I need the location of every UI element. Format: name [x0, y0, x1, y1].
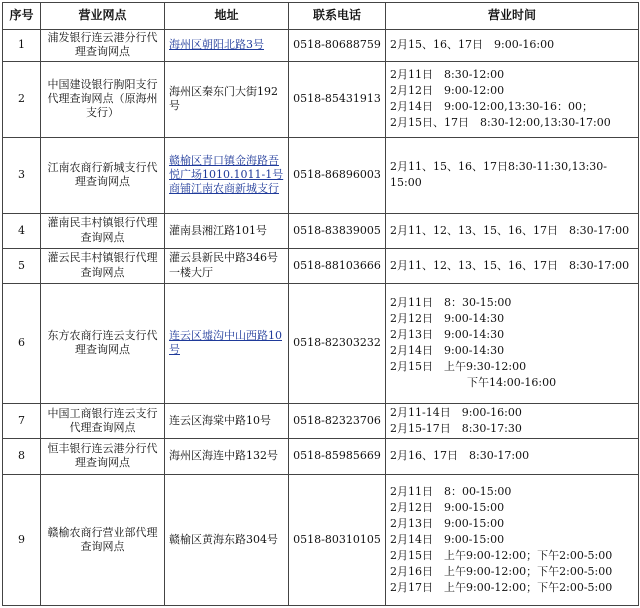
hours-line: 2月12日 9:00-15:00 [390, 500, 505, 514]
branch-name: 中国建设银行朐阳支行代理查询网点（原海州支行） [41, 61, 165, 137]
table-row [3, 283, 639, 403]
phone-number: 0518-82303232 [289, 283, 386, 403]
hours-line: 2月11日 8：30-15:00 [390, 296, 512, 310]
header-phone: 联系电话 [289, 3, 386, 30]
header-address: 地址 [165, 3, 289, 30]
phone-number: 0518-83839005 [289, 213, 386, 248]
table-row [3, 213, 639, 248]
phone-number: 0518-80310105 [289, 474, 386, 605]
business-hours [386, 474, 639, 605]
header-no: 序号 [3, 3, 41, 30]
table-row [3, 30, 639, 62]
branch-address [165, 248, 289, 283]
branch-name: 赣榆农商行营业部代理查询网点 [41, 474, 165, 605]
address-text: 灌云县新民中路346号一楼大厅 [169, 251, 278, 279]
row-number: 3 [3, 137, 41, 213]
row-number: 2 [3, 61, 41, 137]
hours-line: 下午14:00-16:00 [390, 376, 557, 390]
hours-line: 2月14日 9:00-15:00 [390, 532, 505, 546]
branch-address [165, 213, 289, 248]
branch-address [165, 61, 289, 137]
table-row [3, 248, 639, 283]
row-number: 8 [3, 438, 41, 474]
table-row [3, 403, 639, 438]
table-row [3, 438, 639, 474]
hours-line: 2月15日、17日 8:30-12:00,13:30-17:00 [390, 116, 611, 130]
branch-name: 灌南民丰村镇银行代理查询网点 [41, 213, 165, 248]
hours-line: 2月15-17日 8:30-17:30 [390, 421, 522, 435]
business-hours [386, 438, 639, 474]
hours-line: 2月16日 上午9:00-12:00；下午2:00-5:00 [390, 564, 613, 578]
address-text: 海州区秦东门大街192号 [169, 84, 278, 113]
row-number: 6 [3, 283, 41, 403]
row-number: 5 [3, 248, 41, 283]
branch-address [165, 283, 289, 403]
hours-line: 2月13日 9:00-14:30 [390, 328, 505, 342]
business-hours [386, 213, 639, 248]
table-row [3, 474, 639, 605]
row-number: 4 [3, 213, 41, 248]
hours-line: 2月11、12、13、15、16、17日 8:30-17:00 [390, 223, 630, 237]
hours-line: 2月11、15、16、17日8:30-11:30,13:30-15:00 [390, 160, 608, 190]
address-link[interactable]: 赣榆区青口镇金海路吾悦广场1010.1011-1号商铺江南农商新城支行 [169, 153, 284, 196]
header-row [3, 3, 639, 30]
business-hours [386, 61, 639, 137]
branch-address [165, 474, 289, 605]
branch-address [165, 137, 289, 213]
address-text: 海州区海连中路132号 [169, 449, 278, 463]
hours-line: 2月14日 9:00-12:00,13:30-16：00； [390, 100, 594, 114]
address-link[interactable]: 连云区墟沟中山西路10号 [169, 328, 282, 357]
address-text: 赣榆区黄海东路304号 [169, 532, 278, 546]
hours-line: 2月13日 9:00-15:00 [390, 516, 505, 530]
table-row [3, 61, 639, 137]
table-row [3, 137, 639, 213]
phone-number: 0518-85431913 [289, 61, 386, 137]
phone-number: 0518-82323706 [289, 403, 386, 438]
hours-line: 2月12日 9:00-12:00 [390, 84, 505, 98]
branch-schedule-table [2, 2, 639, 606]
hours-line: 2月14日 9:00-14:30 [390, 344, 505, 358]
business-hours [386, 137, 639, 213]
hours-line: 2月12日 9:00-14:30 [390, 312, 505, 326]
row-number: 7 [3, 403, 41, 438]
address-link[interactable]: 海州区朝阳北路3号 [169, 38, 264, 52]
hours-line: 2月17日 上午9:00-12:00；下午2:00-5:00 [390, 580, 613, 594]
row-number: 9 [3, 474, 41, 605]
row-number: 1 [3, 30, 41, 62]
hours-line: 2月11日 8：00-15:00 [390, 484, 512, 498]
phone-number: 0518-80688759 [289, 30, 386, 62]
business-hours [386, 283, 639, 403]
branch-address [165, 438, 289, 474]
business-hours [386, 248, 639, 283]
branch-address [165, 30, 289, 62]
hours-line: 2月16、17日 8:30-17:00 [390, 449, 530, 463]
branch-name: 东方农商行连云支行代理查询网点 [41, 283, 165, 403]
hours-line: 2月11、12、13、15、16、17日 8:30-17:00 [390, 258, 630, 272]
address-text: 灌南县湘江路101号 [169, 223, 267, 237]
hours-line: 2月15日 上午9:30-12:00 [390, 360, 527, 374]
phone-number: 0518-85985669 [289, 438, 386, 474]
business-hours [386, 30, 639, 62]
hours-line: 2月15日 上午9:00-12:00；下午2:00-5:00 [390, 548, 613, 562]
branch-name: 浦发银行连云港分行代理查询网点 [41, 30, 165, 62]
hours-line: 2月11日 8:30-12:00 [390, 68, 505, 82]
header-hours: 营业时间 [386, 3, 639, 30]
header-branch: 营业网点 [41, 3, 165, 30]
phone-number: 0518-86896003 [289, 137, 386, 213]
branch-address [165, 403, 289, 438]
hours-line: 2月15、16、17日 9:00-16:00 [390, 38, 555, 52]
phone-number: 0518-88103666 [289, 248, 386, 283]
branch-name: 恒丰银行连云港分行代理查询网点 [41, 438, 165, 474]
branch-name: 灌云民丰村镇银行代理查询网点 [41, 248, 165, 283]
address-text: 连云区海棠中路10号 [169, 413, 271, 427]
branch-name: 江南农商行新城支行代理查询网点 [41, 137, 165, 213]
hours-line: 2月11-14日 9:00-16:00 [390, 405, 522, 419]
branch-name: 中国工商银行连云支行代理查询网点 [41, 403, 165, 438]
business-hours [386, 403, 639, 438]
